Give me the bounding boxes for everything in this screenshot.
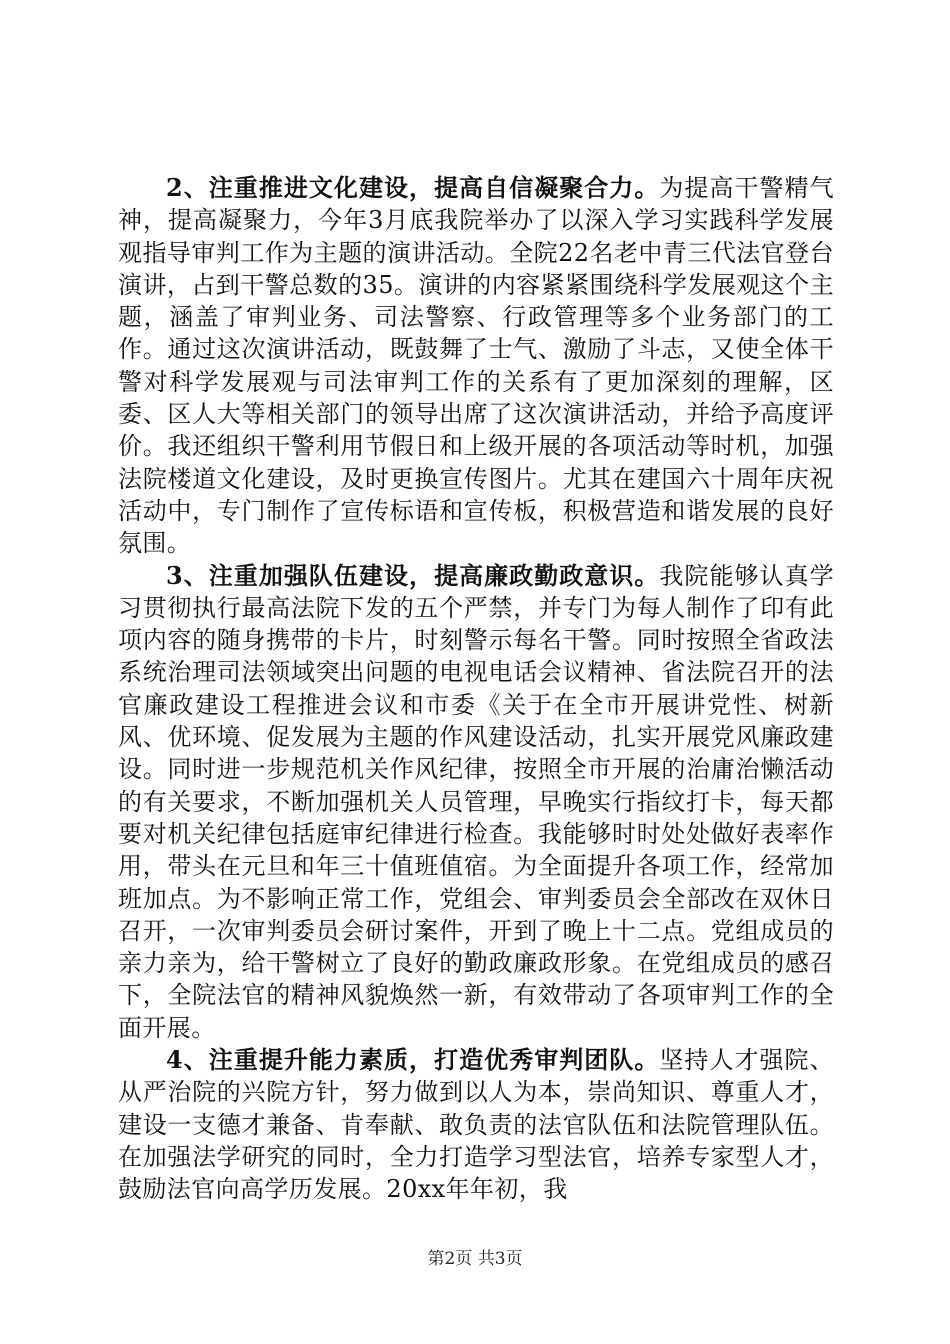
paragraph-heading: 2、注重推进文化建设，提高自信凝聚合力。 xyxy=(166,173,660,202)
paragraph-heading: 4、注重提升能力素质，打造优秀审判团队。 xyxy=(166,1045,660,1075)
paragraph-culture xyxy=(118,172,834,560)
document-body xyxy=(118,172,834,1206)
paragraph-team xyxy=(118,560,834,1044)
paragraph-ability xyxy=(118,1044,834,1205)
page-number-footer: 第2页 共3页 xyxy=(427,1249,523,1269)
paragraph-text: 为提高干警精气神，提高凝聚力，今年3月底我院举办了以深入学习实践科学发展观指导审判工作为主题的演讲活动。全院22名老中青三代法官登台演讲，占到干警总数的35。演讲的内容紧紧围绕科学发展观这个主题，涵盖了审判业务、司法警察、行政管理等多个业务部门的工作。通过这次演讲活动，既鼓舞了士气、激励了斗志，又使全体干警对科学发展观与司法审判工作的关系有了更加深刻的理解，区委、区人大等相关部门的领导出席了这次演讲活动，并给予高度评价。我还组织干警利用节假日和上级开展的各项活动等时机，加强法院楼道文化建设，及时更换宣传图片。尤其在建国六十周年庆祝活动中，专门制作了宣传标语和宣传板，积极营造和谐发展的良好氛围。 xyxy=(118,174,834,558)
paragraph-text: 坚持人才强院、从严治院的兴院方针，努力做到以人为本，崇尚知识、尊重人才，建设一支德才兼备、肯奉献、敢负责的法官队伍和法院管理队伍。在加强法学研究的同时，全力打造学习型法官，培养专家型人才，鼓励法官向高学历发展。20xx年年初，我 xyxy=(118,1046,834,1204)
paragraph-heading: 3、注重加强队伍建设，提高廉政勤政意识。 xyxy=(166,560,660,590)
paragraph-text: 我院能够认真学习贯彻执行最高法院下发的五个严禁，并专门为每人制作了印有此项内容的随身携带的卡片，时刻警示每名干警。同时按照全省政法系统治理司法领域突出问题的电视电话会议精神、省法院召开的法官廉政建设工程推进会议和市委《关于在全市开展讲党性、树新风、优环境、促发展为主题的作风建设活动，扎实开展党风廉政建设。同时进一步规范机关作风纪律，按照全市开展的治庸治懒活动的有关要求，不断加强机关人员管理，早晚实行指纹打卡，每天都要对机关纪律包括庭审纪律进行检查。我能够时时处处做好表率作用，带头在元旦和年三十值班值宿。为全面提升各项工作，经常加班加点。为不影响正常工作，党组会、审判委员会全部改在双休日召开，一次审判委员会研讨案件，开到了晚上十二点。党组成员的亲力亲为，给干警树立了良好的勤政廉政形象。在党组成员的感召下，全院法官的精神风貌焕然一新，有效带动了各项审判工作的全面开展。 xyxy=(118,561,834,1042)
